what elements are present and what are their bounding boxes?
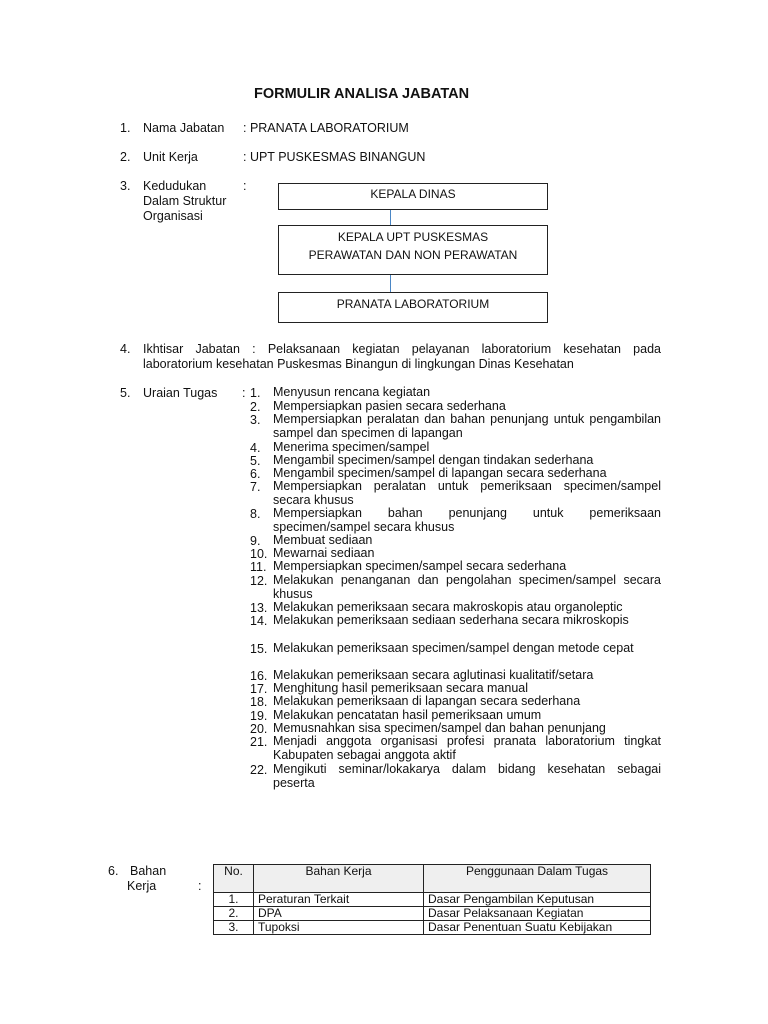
org-box-kepala-upt-line-2: PERAWATAN DAN NON PERAWATAN (308, 248, 518, 262)
org-box-pranata-lab (278, 292, 548, 323)
task-number: 19. (250, 709, 268, 723)
task-text: Mempersiapkan peralatan dan bahan penunjang untuk pengambilan sampel dan specimen di lapangan (273, 412, 661, 440)
org-box-kepala-upt-line-1: KEPALA UPT PUSKESMAS (337, 230, 489, 244)
item-2-value: : UPT PUSKESMAS BINANGUN (243, 150, 426, 164)
item-1-value: : PRANATA LABORATORIUM (243, 121, 409, 135)
table-row (214, 907, 651, 921)
task-number: 10. (250, 547, 268, 561)
col-header-bahan-kerja: Bahan Kerja (254, 865, 424, 893)
cell-no: 1. (214, 893, 254, 907)
task-text: Menghitung hasil pemeriksaan secara manual (273, 681, 529, 695)
task-number: 8. (250, 507, 261, 521)
task-number: 12. (250, 574, 268, 588)
item-3-label-line-3: Organisasi (143, 209, 203, 223)
org-box-kepala-dinas-label: KEPALA DINAS (370, 187, 456, 201)
item-4-number: 4. (120, 342, 131, 356)
item-5-number: 5. (120, 386, 131, 400)
task-text: Melakukan penanganan dan pengolahan specimen/sampel secara khusus (273, 573, 661, 601)
task-number: 3. (250, 413, 261, 427)
org-box-pranata-lab-label: PRANATA LABORATORIUM (336, 297, 490, 311)
task-number: 6. (250, 467, 261, 481)
task-number: 15. (250, 642, 268, 656)
item-6-number: 6. (108, 864, 119, 878)
task-text: Mempersiapkan bahan penunjang untuk pemeriksaan specimen/sampel secara khusus (273, 506, 661, 534)
task-number: 21. (250, 735, 268, 749)
cell-bahan-kerja: Peraturan Terkait (254, 893, 424, 907)
task-text: Melakukan pemeriksaan sediaan sederhana secara mikroskopis (273, 613, 629, 627)
item-6-label-line-2: Kerja (127, 879, 157, 893)
cell-penggunaan: Dasar Penentuan Suatu Kebijakan (424, 921, 651, 935)
task-number: 9. (250, 534, 261, 548)
cell-no: 3. (214, 921, 254, 935)
task-text: Mengikuti seminar/lokakarya dalam bidang kesehatan sebagai peserta (273, 762, 661, 790)
bahan-kerja-table (213, 864, 651, 935)
task-text: Membuat sediaan (273, 533, 373, 547)
task-number: 14. (250, 614, 268, 628)
item-5-colon: : (242, 386, 246, 400)
table-header-row (214, 865, 651, 893)
item-4-line-2: laboratorium kesehatan Puskesmas Binangun di lingkungan Dinas Kesehatan (143, 357, 574, 371)
task-number: 16. (250, 669, 268, 683)
task-text: Mempersiapkan peralatan untuk pemeriksaan specimen/sampel secara khusus (273, 479, 661, 507)
task-text: Menyusun rencana kegiatan (273, 385, 431, 399)
item-3-label-line-2: Dalam Struktur (143, 194, 227, 208)
task-text: Melakukan pemeriksaan secara aglutinasi kualitatif/setara (273, 668, 594, 682)
task-text: Mempersiapkan specimen/sampel secara sederhana (273, 559, 567, 573)
table-row (214, 921, 651, 935)
col-header-no: No. (214, 865, 254, 893)
cell-no: 2. (214, 907, 254, 921)
task-text: Menjadi anggota organisasi profesi pranata laboratorium tingkat Kabupaten sebagai anggota aktif (273, 734, 661, 762)
task-text: Memusnahkan sisa specimen/sampel dan bahan penunjang (273, 721, 606, 735)
item-2-label: Unit Kerja (143, 150, 198, 164)
task-text: Melakukan pemeriksaan secara makroskopis atau organoleptic (273, 600, 623, 614)
task-number: 11. (250, 560, 267, 574)
task-number: 22. (250, 763, 268, 777)
item-5-label: Uraian Tugas (143, 386, 218, 400)
org-connector (390, 275, 391, 292)
cell-penggunaan: Dasar Pengambilan Keputusan (424, 893, 651, 907)
cell-penggunaan: Dasar Pelaksanaan Kegiatan (424, 907, 651, 921)
task-text: Melakukan pencatatan hasil pemeriksaan umum (273, 708, 542, 722)
task-text: Mewarnai sediaan (273, 546, 375, 560)
task-number: 13. (250, 601, 268, 615)
item-4-line-1: Ikhtisar Jabatan : Pelaksanaan kegiatan pelayanan laboratorium kesehatan pada (143, 342, 661, 356)
cell-bahan-kerja: DPA (254, 907, 424, 921)
item-3-colon: : (243, 179, 247, 193)
task-text: Mengambil specimen/sampel di lapangan secara sederhana (273, 466, 607, 480)
task-number: 2. (250, 400, 261, 414)
task-number: 4. (250, 441, 261, 455)
item-2-number: 2. (120, 150, 131, 164)
task-text: Melakukan pemeriksaan di lapangan secara sederhana (273, 694, 581, 708)
task-text: Melakukan pemeriksaan specimen/sampel dengan metode cepat (273, 641, 634, 655)
item-1-label: Nama Jabatan (143, 121, 225, 135)
cell-bahan-kerja: Tupoksi (254, 921, 424, 935)
item-6-colon: : (198, 879, 202, 893)
task-number: 7. (250, 480, 261, 494)
task-number: 5. (250, 454, 261, 468)
table-row (214, 893, 651, 907)
item-6-label-line-1: Bahan (130, 864, 167, 878)
page-title: FORMULIR ANALISA JABATAN (254, 86, 470, 102)
col-header-penggunaan: Penggunaan Dalam Tugas (424, 865, 651, 893)
item-3-number: 3. (120, 179, 131, 193)
task-text: Menerima specimen/sampel (273, 440, 430, 454)
task-number: 17. (250, 682, 268, 696)
task-text: Mengambil specimen/sampel dengan tindakan sederhana (273, 453, 594, 467)
item-3-label-line-1: Kedudukan (143, 179, 207, 193)
org-box-kepala-dinas (278, 183, 548, 210)
task-text: Mempersiapkan pasien secara sederhana (273, 399, 506, 413)
item-1-number: 1. (120, 121, 131, 135)
task-number: 18. (250, 695, 268, 709)
org-connector (390, 210, 391, 225)
task-number: 20. (250, 722, 268, 736)
org-box-kepala-upt (278, 225, 548, 275)
task-number: 1. (250, 386, 261, 400)
